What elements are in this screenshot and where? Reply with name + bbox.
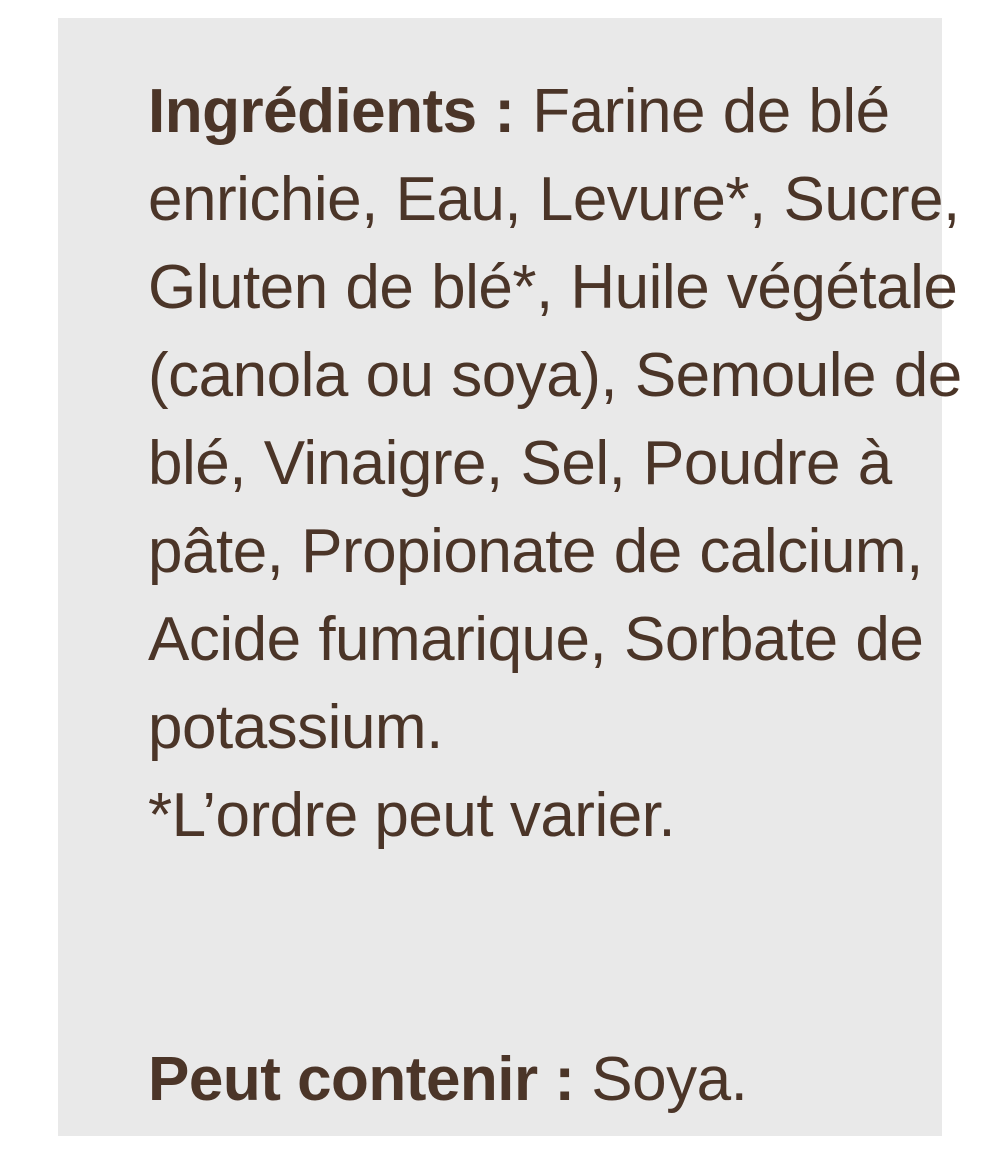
ingredients-paragraph bbox=[148, 68, 978, 772]
allergen-heading: Peut contenir : bbox=[148, 1045, 575, 1114]
ingredients-heading: Ingrédients : bbox=[148, 77, 515, 146]
allergen-section bbox=[148, 1036, 978, 1124]
ingredients-section bbox=[148, 68, 978, 860]
ingredients-body: Farine de blé enrichie, Eau, Levure*, Sucre, Gluten de blé*, Huile végétale (canola ou soya), Semoule de blé, Vinaigre, Sel, Poudre à pâte, Propionate de calcium, Acide fumarique, Sorbate de potassium. bbox=[148, 77, 962, 762]
ingredients-panel bbox=[58, 18, 962, 1136]
allergen-body: Soya. bbox=[574, 1045, 748, 1114]
ingredients-footnote: *L’ordre peut varier. bbox=[148, 781, 676, 850]
allergen-paragraph bbox=[148, 1036, 978, 1124]
